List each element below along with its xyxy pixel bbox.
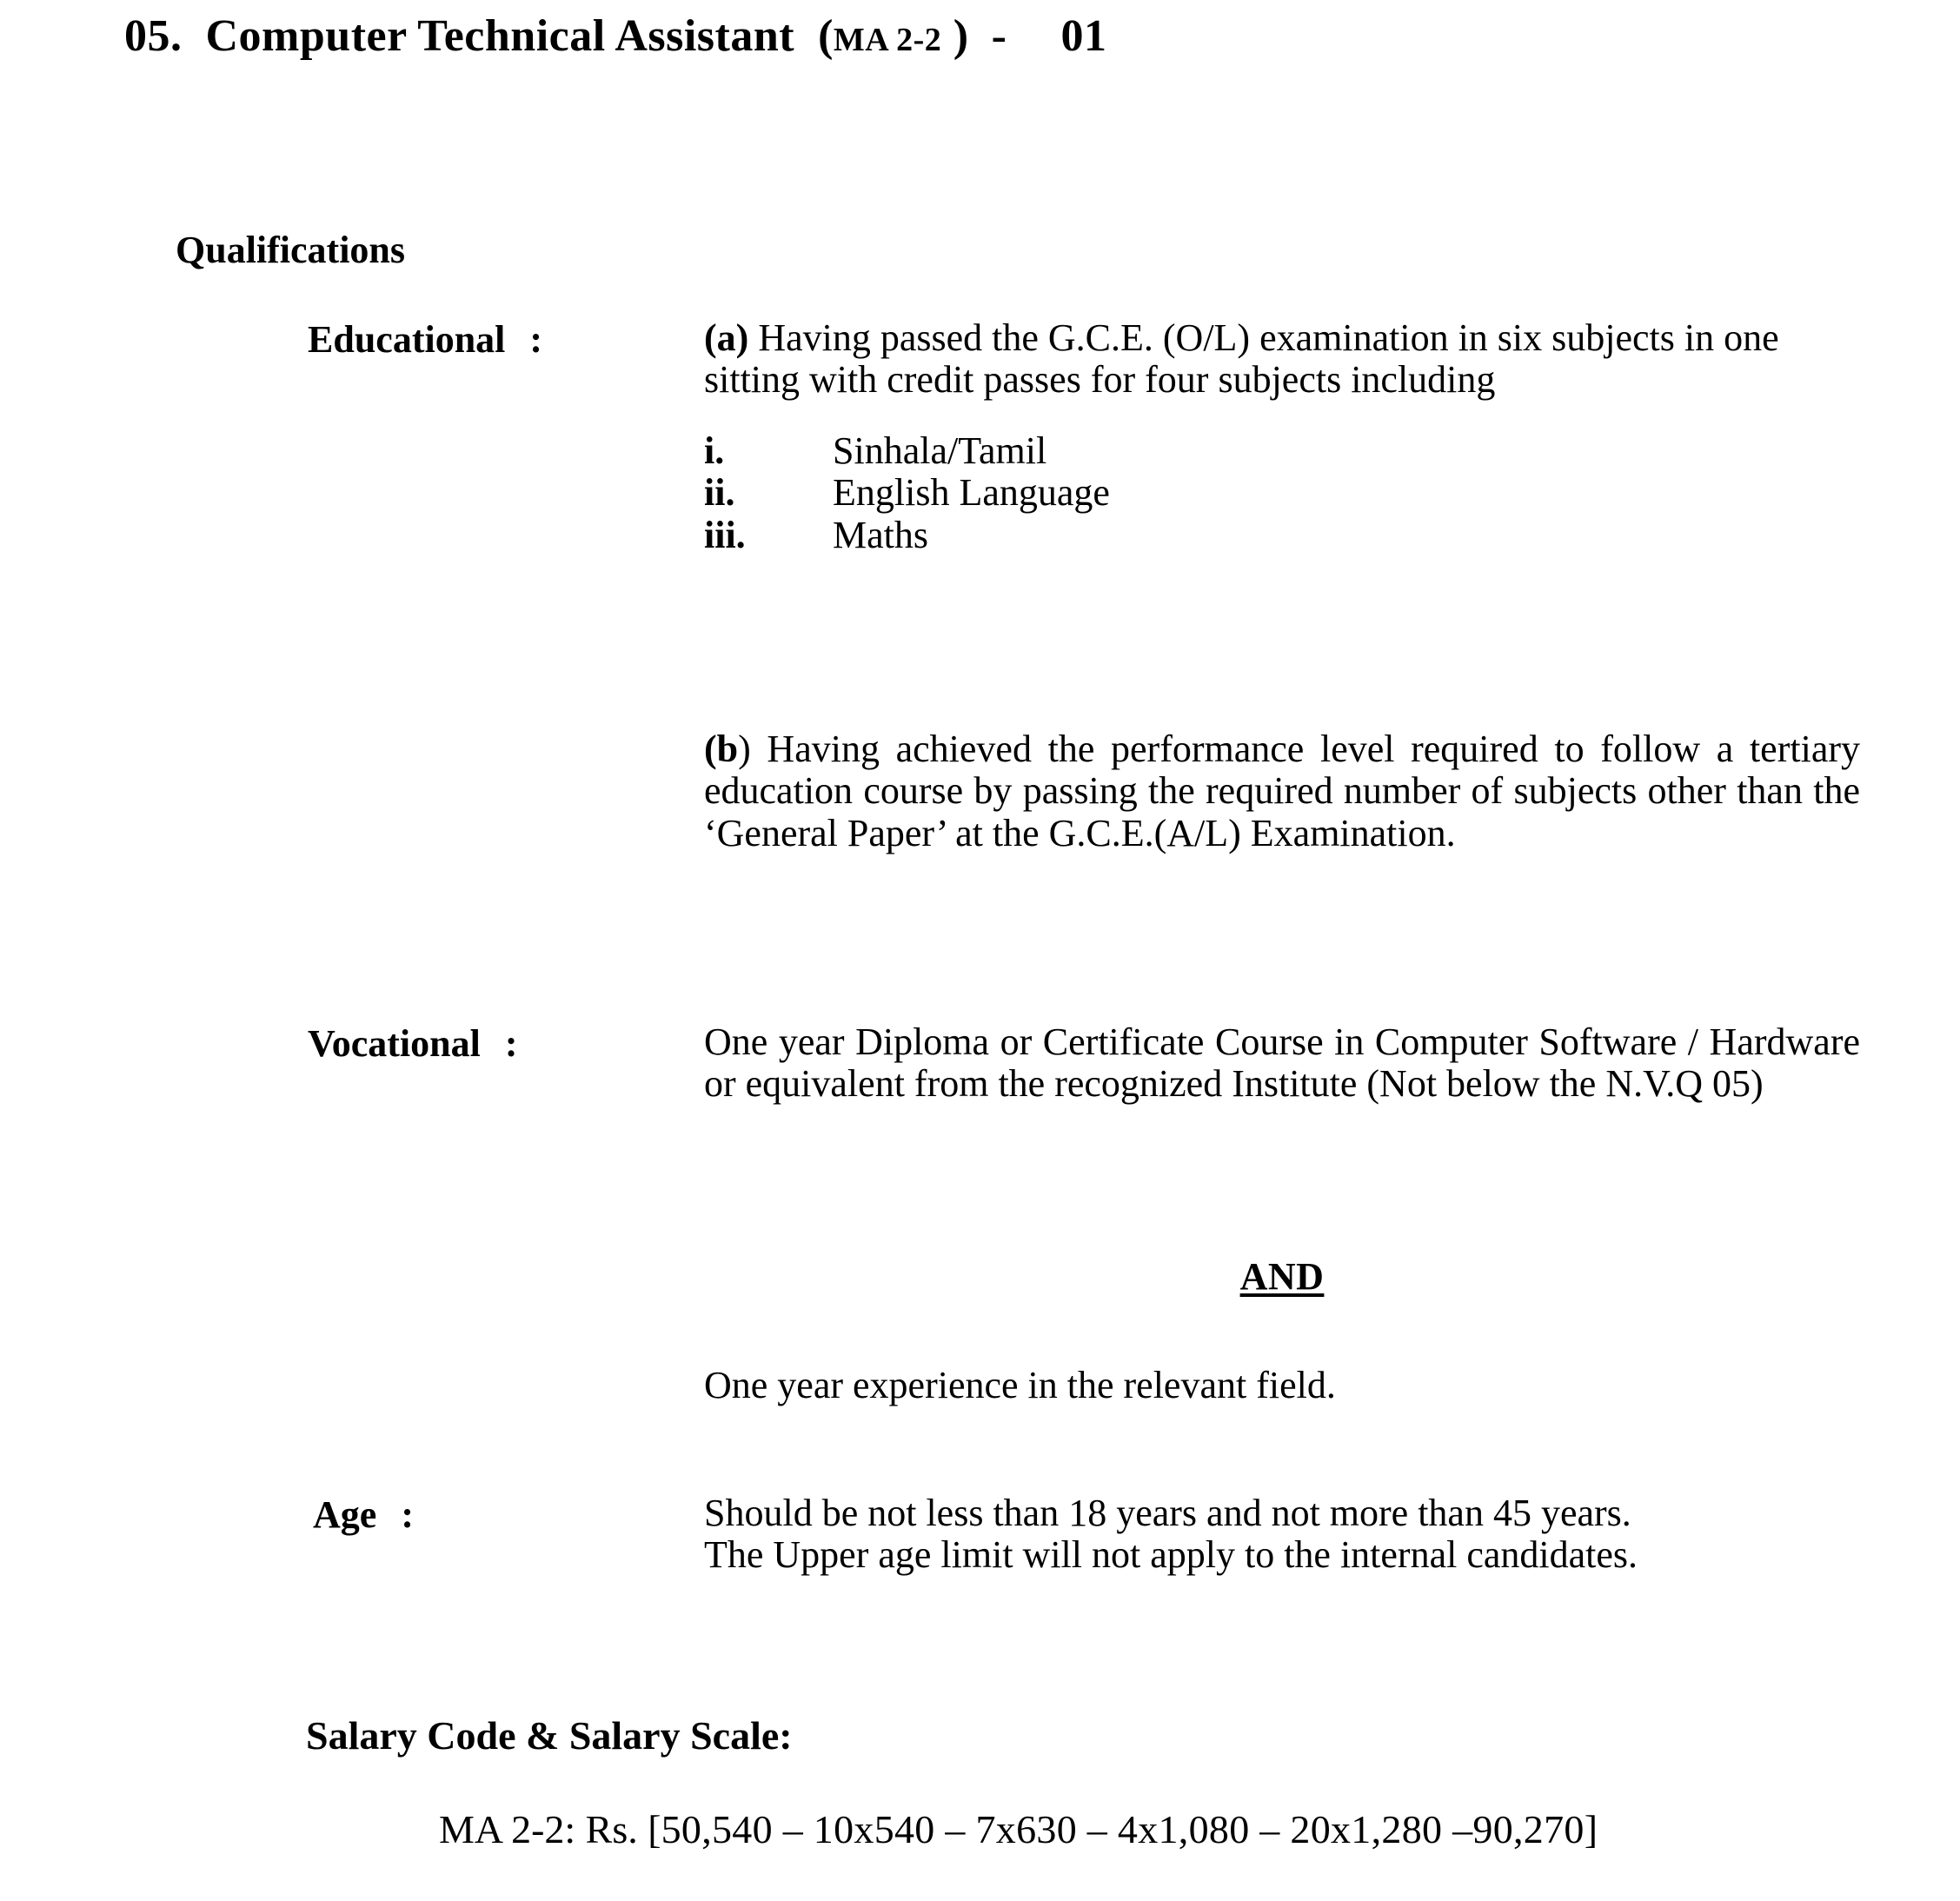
salary-code-paren-open: ( bbox=[818, 11, 834, 61]
label-educational-text: Educational bbox=[308, 318, 506, 361]
list-item-numeral: i. bbox=[704, 429, 725, 472]
salary-scale-values: 50,540 – 10x540 – 7x630 – 4x1,080 – 20x1,280 –90,270 bbox=[661, 1807, 1585, 1851]
educational-item-a-text: Having passed the G.C.E. (O/L) examination in six subjects in one sitting with credit passes for four subjects including bbox=[704, 316, 1779, 402]
list-item-numeral: ii. bbox=[704, 471, 735, 515]
vocational-text bbox=[704, 1021, 1860, 1106]
title-dash: - bbox=[991, 11, 1007, 61]
list-item bbox=[704, 430, 1110, 472]
label-age-text: Age bbox=[313, 1493, 377, 1536]
list-item-label: Sinhala/Tamil bbox=[833, 429, 1047, 472]
vocational-paragraph: One year Diploma or Certificate Course in Computer Software / Hardware or equivalent from the recognized Institute (Not below the N.V.Q 05) bbox=[704, 1020, 1860, 1106]
list-item bbox=[704, 472, 1110, 514]
and-connector-label: AND bbox=[1239, 1255, 1325, 1298]
qualifications-heading: Qualifications bbox=[176, 229, 406, 271]
label-age-colon: : bbox=[401, 1493, 414, 1536]
page-title bbox=[124, 10, 1106, 62]
educational-subjects-list bbox=[704, 430, 1110, 556]
label-age bbox=[313, 1492, 414, 1537]
post-title: Computer Technical Assistant bbox=[205, 11, 795, 61]
vocational-experience bbox=[704, 1365, 1860, 1406]
educational-item-a-marker: (a) bbox=[704, 316, 749, 359]
age-text bbox=[704, 1492, 1860, 1577]
label-vocational bbox=[308, 1021, 518, 1066]
post-number: 05. bbox=[124, 11, 183, 61]
label-vocational-colon: : bbox=[504, 1022, 518, 1065]
list-item-label: Maths bbox=[833, 513, 928, 556]
and-connector bbox=[704, 1254, 1860, 1299]
age-line-2: The Upper age limit will not apply to the internal candidates. bbox=[704, 1533, 1638, 1577]
salary-code-label: MA 2-2 bbox=[833, 22, 942, 58]
age-line-1: Should be not less than 18 years and not more than 45 years. bbox=[704, 1492, 1631, 1534]
salary-scale-suffix: ] bbox=[1584, 1807, 1598, 1851]
salary-code-paren-close: ) bbox=[941, 11, 969, 61]
salary-scale-prefix: MA 2-2: Rs. [ bbox=[439, 1807, 661, 1851]
label-educational bbox=[308, 317, 542, 362]
label-educational-colon: : bbox=[529, 318, 543, 361]
educational-item-b bbox=[704, 728, 1860, 854]
salary-scale-line bbox=[439, 1806, 1598, 1852]
vocational-experience-text: One year experience in the relevant field. bbox=[704, 1364, 1336, 1406]
list-item-label: English Language bbox=[833, 471, 1110, 515]
vacancy-count: 01 bbox=[1060, 11, 1107, 61]
salary-code-heading: Salary Code & Salary Scale: bbox=[306, 1713, 793, 1758]
label-vocational-text: Vocational bbox=[308, 1022, 481, 1065]
educational-item-a bbox=[704, 317, 1860, 402]
list-item-numeral: iii. bbox=[704, 513, 746, 556]
educational-item-b-marker: (b bbox=[704, 728, 739, 770]
educational-item-b-text: ) Having achieved the performance level required to follow a tertiary education course by passing the required number of subjects other than the ‘General Paper’ at the G.C.E.(A/L) Examination. bbox=[704, 728, 1860, 854]
list-item bbox=[704, 515, 1110, 556]
